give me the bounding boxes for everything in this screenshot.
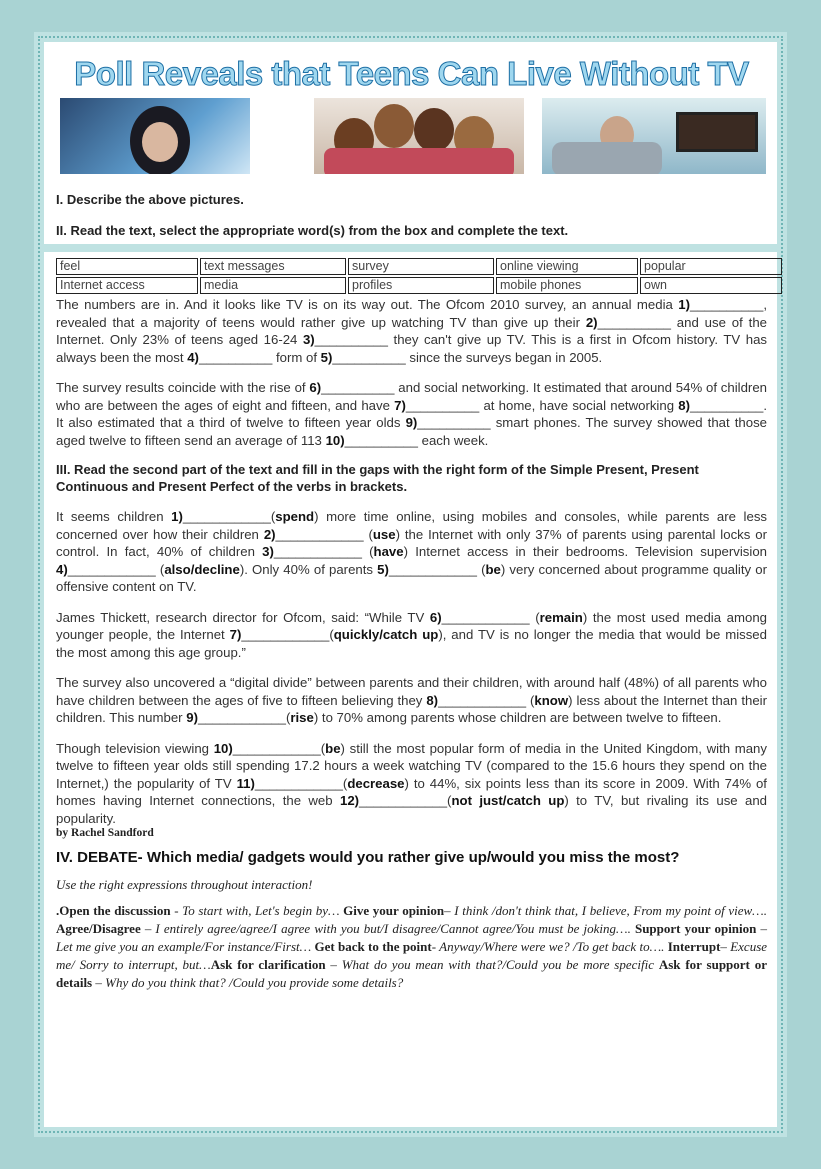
picture-girl-at-computer bbox=[60, 98, 250, 174]
word-box-cell: feel bbox=[56, 258, 198, 275]
byline: by Rachel Sandford bbox=[56, 827, 154, 839]
section-1-heading: I. Describe the above pictures. bbox=[56, 192, 244, 207]
word-box-cell: text messages bbox=[200, 258, 346, 275]
debate-expressions: .Open the discussion - To start with, Let's begin by… Give your opinion– I think /don't think that, I believe, From my point of view…. Agree/Disagree – I entirely agree/agree/I agree with you but/I disagree/Cannot agree/You must be joking…. Support your opinion – Let me give you an example/For instance/First… Get back to the point- Anyway/Where were we? /To get back to…. Interrupt– Excuse me/ Sorry to interrupt, but…Ask for clarification – What do you mean with that?/Could you be more specific Ask for support or details – Why do you think that? /Could you provide some details? bbox=[56, 903, 768, 990]
section-4-heading: IV. DEBATE- Which media/ gadgets would you rather give up/would you miss the most? bbox=[56, 849, 680, 866]
divider-band bbox=[44, 244, 779, 252]
worksheet bbox=[56, 50, 767, 1119]
section-2-heading: II. Read the text, select the appropriate word(s) from the box and complete the text. bbox=[56, 223, 569, 238]
picture-strip bbox=[56, 98, 767, 176]
word-box-cell: Internet access bbox=[56, 277, 198, 294]
part2-paragraph-2: James Thickett, research director for Ofcom, said: “While TV 6)____________ (remain) the most used media among younger people, the Internet 7)____________(quickly/catch up), and TV is no longer the media that would be missed the most among this age group.” bbox=[56, 609, 767, 660]
word-box-cell: mobile phones bbox=[496, 277, 638, 294]
part1-paragraph-2: The survey results coincide with the rise of 6)__________ and social networking. It estimated that around 54% of children who are between the ages of eight and fifteen, and have 7)__________ at home, have social networking 8)__________. It also estimated that a third of twelve to fifteen year olds 9)__________ smart phones. The survey showed that those aged twelve to fifteen send an average of 113 10)__________ each week. bbox=[56, 380, 767, 448]
picture-boy-watching-tv bbox=[542, 98, 766, 174]
part2-paragraph-1: It seems children 1)____________(spend) more time online, using mobiles and consoles, while parents are less concerned over how their children 2)____________ (use) the Internet with only 37% of parents using parental locks or control. In fact, 40% of children 3)____________ (have) Internet access in their bedrooms. Television supervision 4)____________ (also/decline). Only 40% of parents 5)____________ (be) very concerned about programme quality or offensive content on TV. bbox=[56, 509, 768, 594]
debate-instruction: Use the right expressions throughout interaction! bbox=[56, 877, 313, 892]
picture-girls-with-phone bbox=[314, 98, 524, 174]
page-title: Poll Reveals that Teens Can Live Without TV bbox=[74, 55, 749, 92]
page-frame bbox=[34, 32, 787, 1137]
word-box bbox=[54, 256, 784, 296]
word-box-row bbox=[56, 277, 782, 294]
word-box-cell: survey bbox=[348, 258, 494, 275]
word-box-cell: media bbox=[200, 277, 346, 294]
part2-paragraph-4: Though television viewing 10)____________(be) still the most popular form of media in the United Kingdom, with many twelve to fifteen year olds still spending 17.2 hours a week watching TV (compared to the 15.6 hours they spend on the Internet,) the popularity of TV 11)____________(decrease) to 44%, six points less than its score in 2009. With 74% of homes having Internet connections, the web 12)____________(not just/catch up) to TV, but rivaling its use and popularity. bbox=[56, 740, 768, 826]
word-box-cell: own bbox=[640, 277, 782, 294]
part2-paragraph-3: The survey also uncovered a “digital divide” between parents and their children, with around half (48%) of all parents who have children between the ages of five to fifteen believing they 8)____________ (know) less about the Internet than their children. This number 9)____________(rise) to 70% among parents whose children are between twelve to fifteen. bbox=[56, 675, 767, 725]
word-box-row bbox=[56, 258, 782, 275]
word-box-cell: popular bbox=[640, 258, 782, 275]
part1-paragraph-1: The numbers are in. And it looks like TV is on its way out. The Ofcom 2010 survey, an annual media 1)__________, revealed that a majority of teens would rather give up watching TV than give up their 2)__________ and use of the Internet. Only 23% of teens aged 16-24 3)__________ they can't give up TV. This is a first in Ofcom history. TV has always been the most 4)__________ form of 5)__________ since the surveys began in 2005. bbox=[56, 297, 767, 365]
word-box-cell: online viewing bbox=[496, 258, 638, 275]
word-box-cell: profiles bbox=[348, 277, 494, 294]
section-3-heading: III. Read the second part of the text and fill in the gaps with the right form of the Simple Present, Present Continuous and Present Perfect of the verbs in brackets. bbox=[56, 462, 699, 494]
